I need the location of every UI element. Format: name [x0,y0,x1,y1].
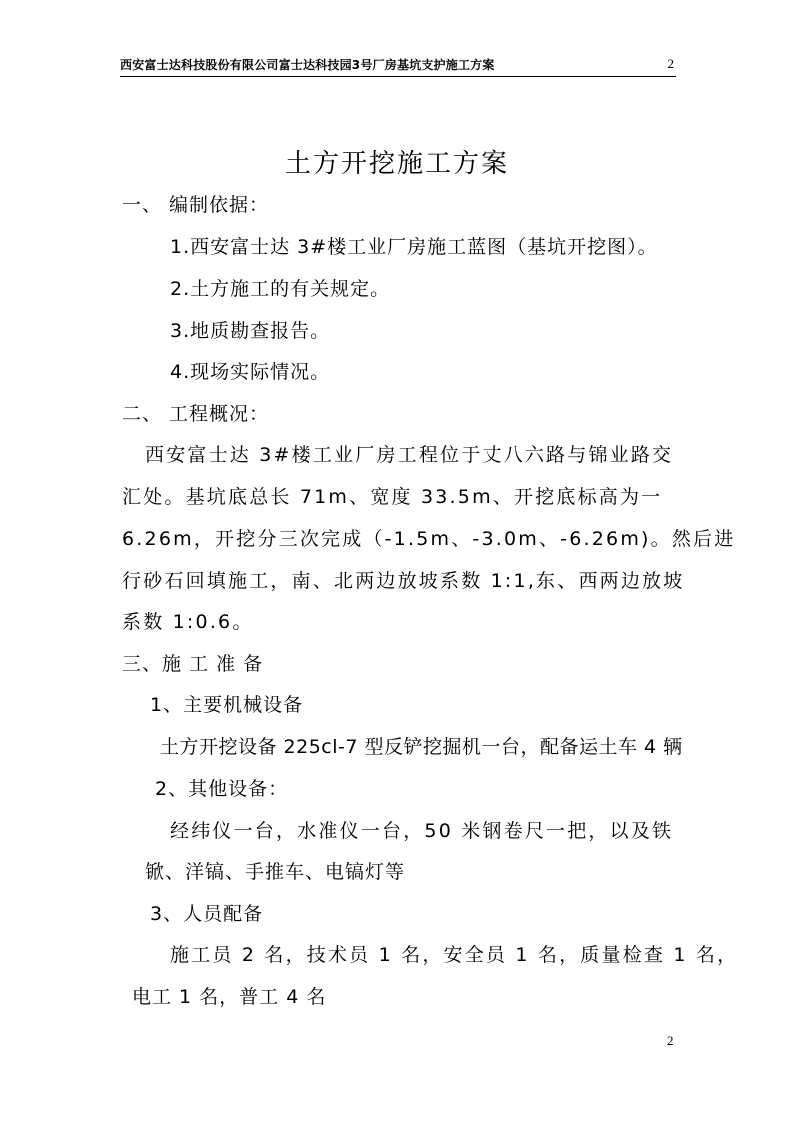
section-3-sub-3-heading: 3、人员配备 [150,903,264,925]
section-1-item-2: 2.土方施工的有关规定。 [170,278,391,300]
section-3-sub-2-line-2: 锨、洋镐、手推车、电镐灯等 [145,861,406,883]
section-3-sub-2-line-1: 经纬仪一台，水准仪一台，50 米钢卷尺一把，以及铁 [170,820,674,842]
section-3-heading: 三、施 工 准 备 [122,653,264,675]
section-3-sub-1-text: 土方开挖设备 225cl-7 型反铲挖掘机一台，配备运土车 4 辆 [160,736,683,758]
section-3-sub-3-line-1: 施工员 2 名，技术员 1 名，安全员 1 名，质量检查 1 名， [170,944,739,966]
section-2-line-2: 汇处。基坑底总长 71m、宽度 33.5m、开挖底标高为一 [122,486,663,508]
document-title: 土方开挖施工方案 [284,149,509,179]
section-2-heading: 二、 工程概况： [122,403,270,425]
section-2-line-5: 系数 1:0.6。 [122,611,254,633]
section-3-sub-3-line-2: 电工 1 名，普工 4 名 [132,986,327,1008]
section-2-line-1: 西安富士达 3#楼工业厂房工程位于丈八六路与锦业路交 [145,444,674,466]
page-header [120,54,676,77]
footer-page-number: 2 [667,1033,674,1048]
section-1-item-1: 1.西安富士达 3#楼工业厂房施工蓝图（基坑开挖图）。 [170,236,658,258]
section-3-sub-2-heading: 2、其他设备： [155,778,289,800]
section-1-heading: 一、 编制依据： [122,194,270,216]
header-page-number: 2 [667,56,674,71]
section-1-item-3: 3.地质勘查报告。 [170,320,331,342]
section-3-sub-1-heading: 1、主要机械设备 [150,694,304,716]
header-title: 西安富士达科技股份有限公司富士达科技园3号厂房基坑支护施工方案 [120,58,495,72]
section-2-line-3: 6.26m，开挖分三次完成（-1.5m、-3.0m、-6.26m)。然后进 [122,528,736,550]
section-2-line-4: 行砂石回填施工，南、北两边放坡系数 1:1,东、西两边放坡 [122,570,685,592]
section-1-item-4: 4.现场实际情况。 [170,361,331,383]
